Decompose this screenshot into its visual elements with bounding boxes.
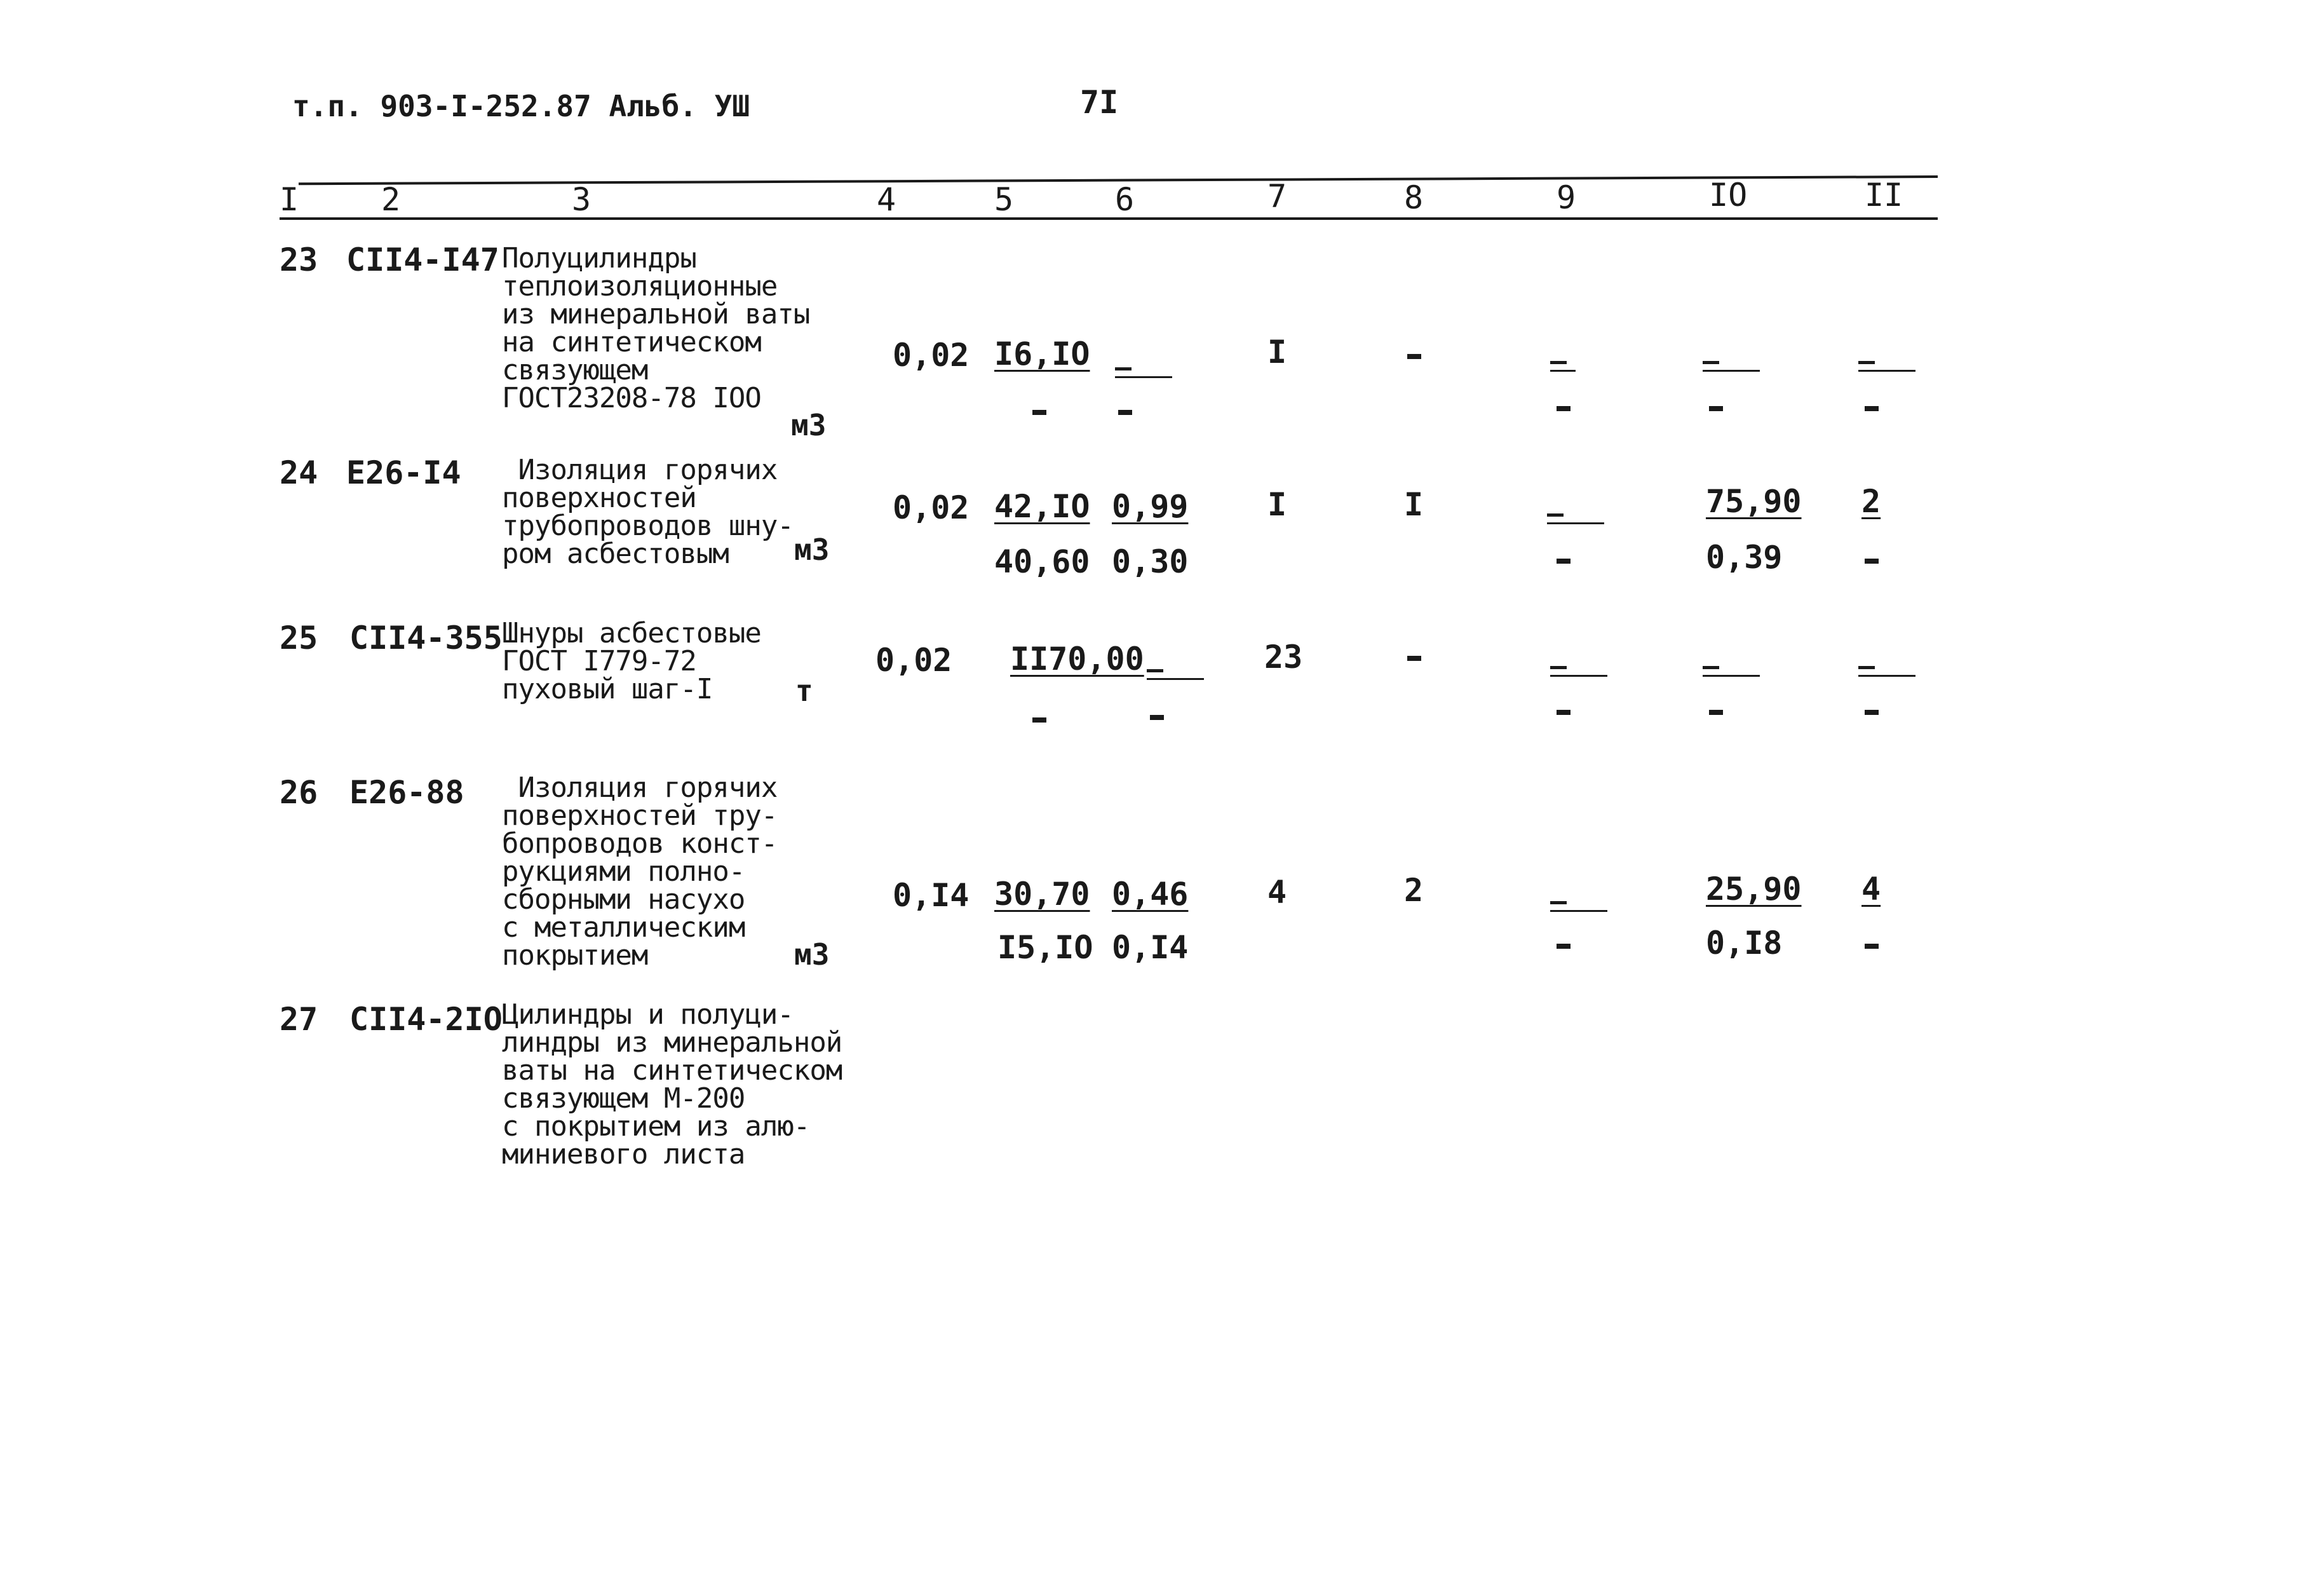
row-23-number: 23 <box>280 241 318 278</box>
row-26-col5-top: 30,70 <box>994 876 1090 913</box>
row-26-col8: 2 <box>1404 872 1424 909</box>
row-26-col6-bottom: 0,I4 <box>1112 929 1189 966</box>
row-25-col7: 23 <box>1264 639 1303 676</box>
document-reference: т.п. 903-I-252.87 Альб. УШ <box>292 89 750 123</box>
row-26-col4: 0,I4 <box>893 877 969 914</box>
row-23-col11-bottom-dash <box>1865 402 1879 414</box>
row-23-col5-bottom-dash <box>1032 405 1046 418</box>
row-26-description: Изоляция горячих поверхностей тру- бопроводов конст- рукциями полно- сборными насухо с металлическим покрытием <box>502 771 778 972</box>
row-24-col11-top: 2 <box>1861 483 1881 520</box>
row-26-col11-top: 4 <box>1861 871 1881 907</box>
row-25-number: 25 <box>280 620 318 656</box>
row-25-col11-bottom-dash <box>1865 705 1879 717</box>
row-25-col6-bottom-dash <box>1150 710 1164 723</box>
row-23-col8-dash <box>1407 350 1421 362</box>
row-24-col9-ditto <box>1547 515 1604 527</box>
row-23-col9-bottom-dash <box>1557 402 1571 414</box>
row-25-code: CII4-355 <box>349 620 503 656</box>
page-number: 7I <box>1080 84 1119 121</box>
row-26-col9-bottom-dash <box>1557 939 1571 951</box>
row-24-col4: 0,02 <box>893 489 969 526</box>
row-23-col9-ditto <box>1550 362 1576 374</box>
row-25-col5-top: II70,00 <box>1010 641 1144 677</box>
row-24-col10-bottom: 0,39 <box>1706 539 1783 576</box>
row-23-col10-bottom-dash <box>1709 402 1723 414</box>
row-24-col11-bottom-dash <box>1865 554 1879 566</box>
row-27-code: CII4-2IO <box>349 1001 503 1038</box>
row-24-col5-bottom: 40,60 <box>994 543 1090 580</box>
row-24-col5-top: 42,IO <box>994 488 1090 525</box>
row-27-number: 27 <box>280 1001 318 1038</box>
column-header-6: 6 <box>1115 181 1135 218</box>
row-24-col6-bottom: 0,30 <box>1112 543 1189 580</box>
row-24-number: 24 <box>280 454 318 491</box>
row-25-col9-bottom-dash <box>1557 705 1571 717</box>
column-header-3: 3 <box>572 181 591 218</box>
row-23-col5-top: I6,IO <box>994 336 1090 372</box>
row-24-col9-bottom-dash <box>1557 554 1571 566</box>
column-header-10: IO <box>1709 177 1748 214</box>
row-24-description: Изоляция горячих поверхностей трубопроводов шну- ром асбестовым <box>502 454 794 570</box>
row-24-unit: м3 <box>794 533 830 567</box>
row-25-col9-ditto <box>1550 667 1607 679</box>
row-25-description: Шнуры асбестовые ГОСТ I779-72 пуховый шаг-I <box>502 617 761 705</box>
row-25-col10-bottom-dash <box>1709 705 1723 717</box>
row-25-col10-ditto <box>1703 667 1760 679</box>
row-23-col6-ditto <box>1115 369 1172 381</box>
column-header-1: I <box>280 181 299 218</box>
row-25-col5-bottom-dash <box>1032 713 1046 725</box>
row-26-col7: 4 <box>1267 874 1287 911</box>
row-23-unit: м3 <box>791 408 827 442</box>
table-header-rule <box>280 217 1938 220</box>
column-header-2: 2 <box>381 181 401 218</box>
row-25-col4: 0,02 <box>875 642 952 679</box>
row-26-code: Е26-88 <box>349 774 464 811</box>
row-23-col6-bottom-dash <box>1118 405 1132 418</box>
column-header-7: 7 <box>1267 178 1287 215</box>
row-25-col8-dash <box>1407 651 1421 663</box>
column-header-5: 5 <box>994 181 1014 218</box>
row-23-col4: 0,02 <box>893 337 969 374</box>
row-26-col11-bottom-dash <box>1865 939 1879 951</box>
column-header-8: 8 <box>1404 179 1424 216</box>
row-26-col6-top: 0,46 <box>1112 876 1189 913</box>
row-26-col9-ditto <box>1550 902 1607 914</box>
row-26-col10-top: 25,90 <box>1706 871 1802 907</box>
row-27-description: Цилиндры и полуци- линдры из минеральной ваты на синтетическом связующем М-200 с покрытием из алю- миниевого листа <box>502 998 842 1171</box>
row-24-col10-top: 75,90 <box>1706 483 1802 520</box>
row-25-col11-ditto <box>1858 667 1915 679</box>
row-26-col10-bottom: 0,I8 <box>1706 925 1783 961</box>
row-24-code: Е26-I4 <box>346 454 461 491</box>
row-24-col7: I <box>1267 486 1287 523</box>
row-25-unit: т <box>795 674 813 708</box>
row-26-col5-bottom: I5,IO <box>997 929 1093 966</box>
row-23-col11-ditto <box>1858 362 1915 374</box>
row-24-col6-top: 0,99 <box>1112 488 1189 525</box>
column-header-11: II <box>1865 177 1903 214</box>
row-23-col10-ditto <box>1703 362 1760 374</box>
row-23-description: Полуцилиндры теплоизоляционные из минеральной ваты на синтетическом связующем ГОСТ23208-78 IOO <box>502 242 810 414</box>
row-25-col6-ditto <box>1147 670 1204 683</box>
row-26-unit: м3 <box>794 937 830 972</box>
row-23-code: CII4-I47 <box>346 241 499 278</box>
column-header-9: 9 <box>1557 179 1576 216</box>
row-23-col7: I <box>1267 334 1287 370</box>
column-header-4: 4 <box>877 181 896 218</box>
row-24-col8: I <box>1404 486 1424 523</box>
row-26-number: 26 <box>280 774 318 811</box>
